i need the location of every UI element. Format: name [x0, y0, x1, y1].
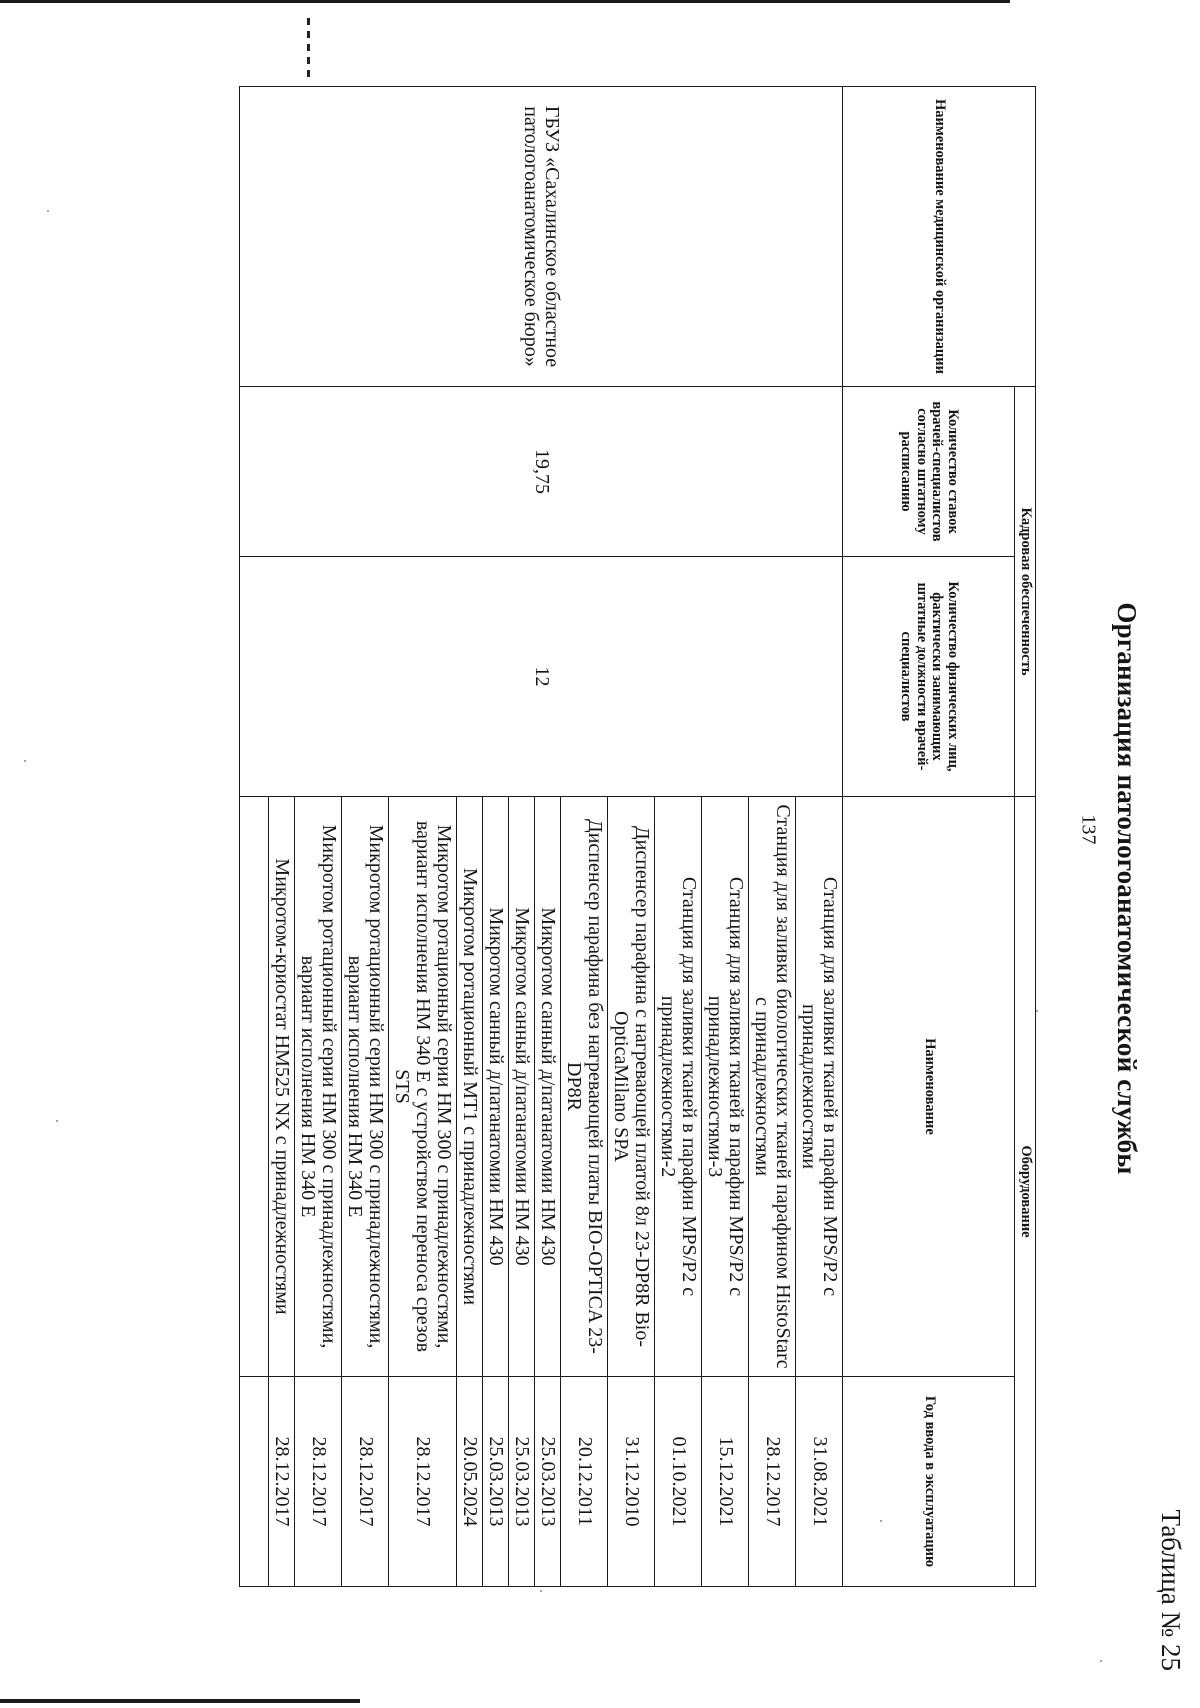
header-physical-persons: Количество физических лиц, фактически занимающих штатные должности врачей-специалистов: [843, 557, 1015, 797]
equipment-date: 20.12.2011: [561, 1377, 608, 1587]
equipment-date: 28.12.2017: [269, 1377, 295, 1587]
equipment-name: Микротом ротационный МТ1 с принадлежностями: [457, 797, 483, 1377]
document-title: Организация патологоанатомической службы: [1112, 602, 1142, 1175]
header-equipment-year: Год ввода в эксплуатацию: [843, 1377, 1015, 1587]
table-row: [796, 87, 843, 1587]
equipment-date: 01.10.2021: [655, 1377, 702, 1587]
equipment-name: Микротом санный д/патанатомии НМ 430: [483, 797, 509, 1377]
scan-dash-mark: [307, 18, 310, 82]
table-caption: Таблица № 25: [1156, 1509, 1186, 1671]
empty-cell: [240, 797, 269, 1377]
organization-name: ГБУЗ «Сахалинское областное патологоанатомическое бюро»: [240, 87, 843, 387]
header-staffing: Кадровая обеспеченность: [1015, 387, 1036, 797]
equipment-date: 20.05.2024: [457, 1377, 483, 1587]
equipment-name: Станция для заливки биологических тканей парафином HistoStarc с принадлежностями: [749, 797, 796, 1377]
equipment-date: 25.03.2013: [535, 1377, 561, 1587]
page-number: 137: [1077, 814, 1100, 845]
pathology-service-table: [240, 86, 1037, 1587]
equipment-name: Микротом ротационный серии НМ 300 с принадлежностями, вариант исполнения НМ 340 Е: [342, 797, 389, 1377]
empty-cell: [240, 1377, 269, 1587]
equipment-date: 28.12.2017: [749, 1377, 796, 1587]
equipment-date: 28.12.2017: [389, 1377, 457, 1587]
equipment-name: Станция для заливки тканей в парафин MPS/P2 с принадлежностями: [796, 797, 843, 1377]
rotated-page: [48, 86, 1188, 1691]
equipment-name: Микротом-криостат НМ525 NX с принадлежностями: [269, 797, 295, 1377]
equipment-name: Микротом санный д/патанатомии НМ 430: [535, 797, 561, 1377]
equipment-date: 25.03.2013: [509, 1377, 535, 1587]
equipment-date: 31.12.2010: [608, 1377, 655, 1587]
header-equipment: Оборудование: [1015, 797, 1036, 1587]
positions-count: 19,75: [240, 387, 843, 557]
header-positions: Количество ставок врачей-специалистов согласно штатному расписанию: [843, 387, 1015, 557]
equipment-name: Микротом ротационный серии НМ 300 с принадлежностями, вариант исполнения НМ 340 Е: [295, 797, 342, 1377]
equipment-name: Микротом санный д/патанатомии НМ 430: [509, 797, 535, 1377]
equipment-name: Станция для заливки тканей в парафин MPS/P2 с принадлежностями-3: [702, 797, 749, 1377]
equipment-date: 28.12.2017: [342, 1377, 389, 1587]
scan-edge-top: [0, 0, 1010, 3]
scan-speck: [24, 760, 26, 762]
header-equipment-name: Наименование: [843, 797, 1015, 1377]
equipment-name: Микротом ротационный серии НМ 300 с принадлежностями, вариант исполнения НМ 340 Е с устройством переноса срезов STS: [389, 797, 457, 1377]
equipment-date: 31.08.2021: [796, 1377, 843, 1587]
physical-persons-count: 12: [240, 557, 843, 797]
scan-edge-bottom: [0, 1699, 360, 1703]
equipment-name: Диспенсер парафина без нагревающей платы BIO-OPTICA 23-DP8R: [561, 797, 608, 1377]
equipment-name: Диспенсер парафина с нагревающей платой 8л 23-DP8R Bio-OpticaMilano SPA: [608, 797, 655, 1377]
header-org-name: Наименование медицинской организации: [843, 87, 1036, 387]
equipment-date: 15.12.2021: [702, 1377, 749, 1587]
equipment-name: Станция для заливки тканей в парафин MPS/P2 с принадлежностями-2: [655, 797, 702, 1377]
equipment-date: 28.12.2017: [295, 1377, 342, 1587]
equipment-date: 25.03.2013: [483, 1377, 509, 1587]
